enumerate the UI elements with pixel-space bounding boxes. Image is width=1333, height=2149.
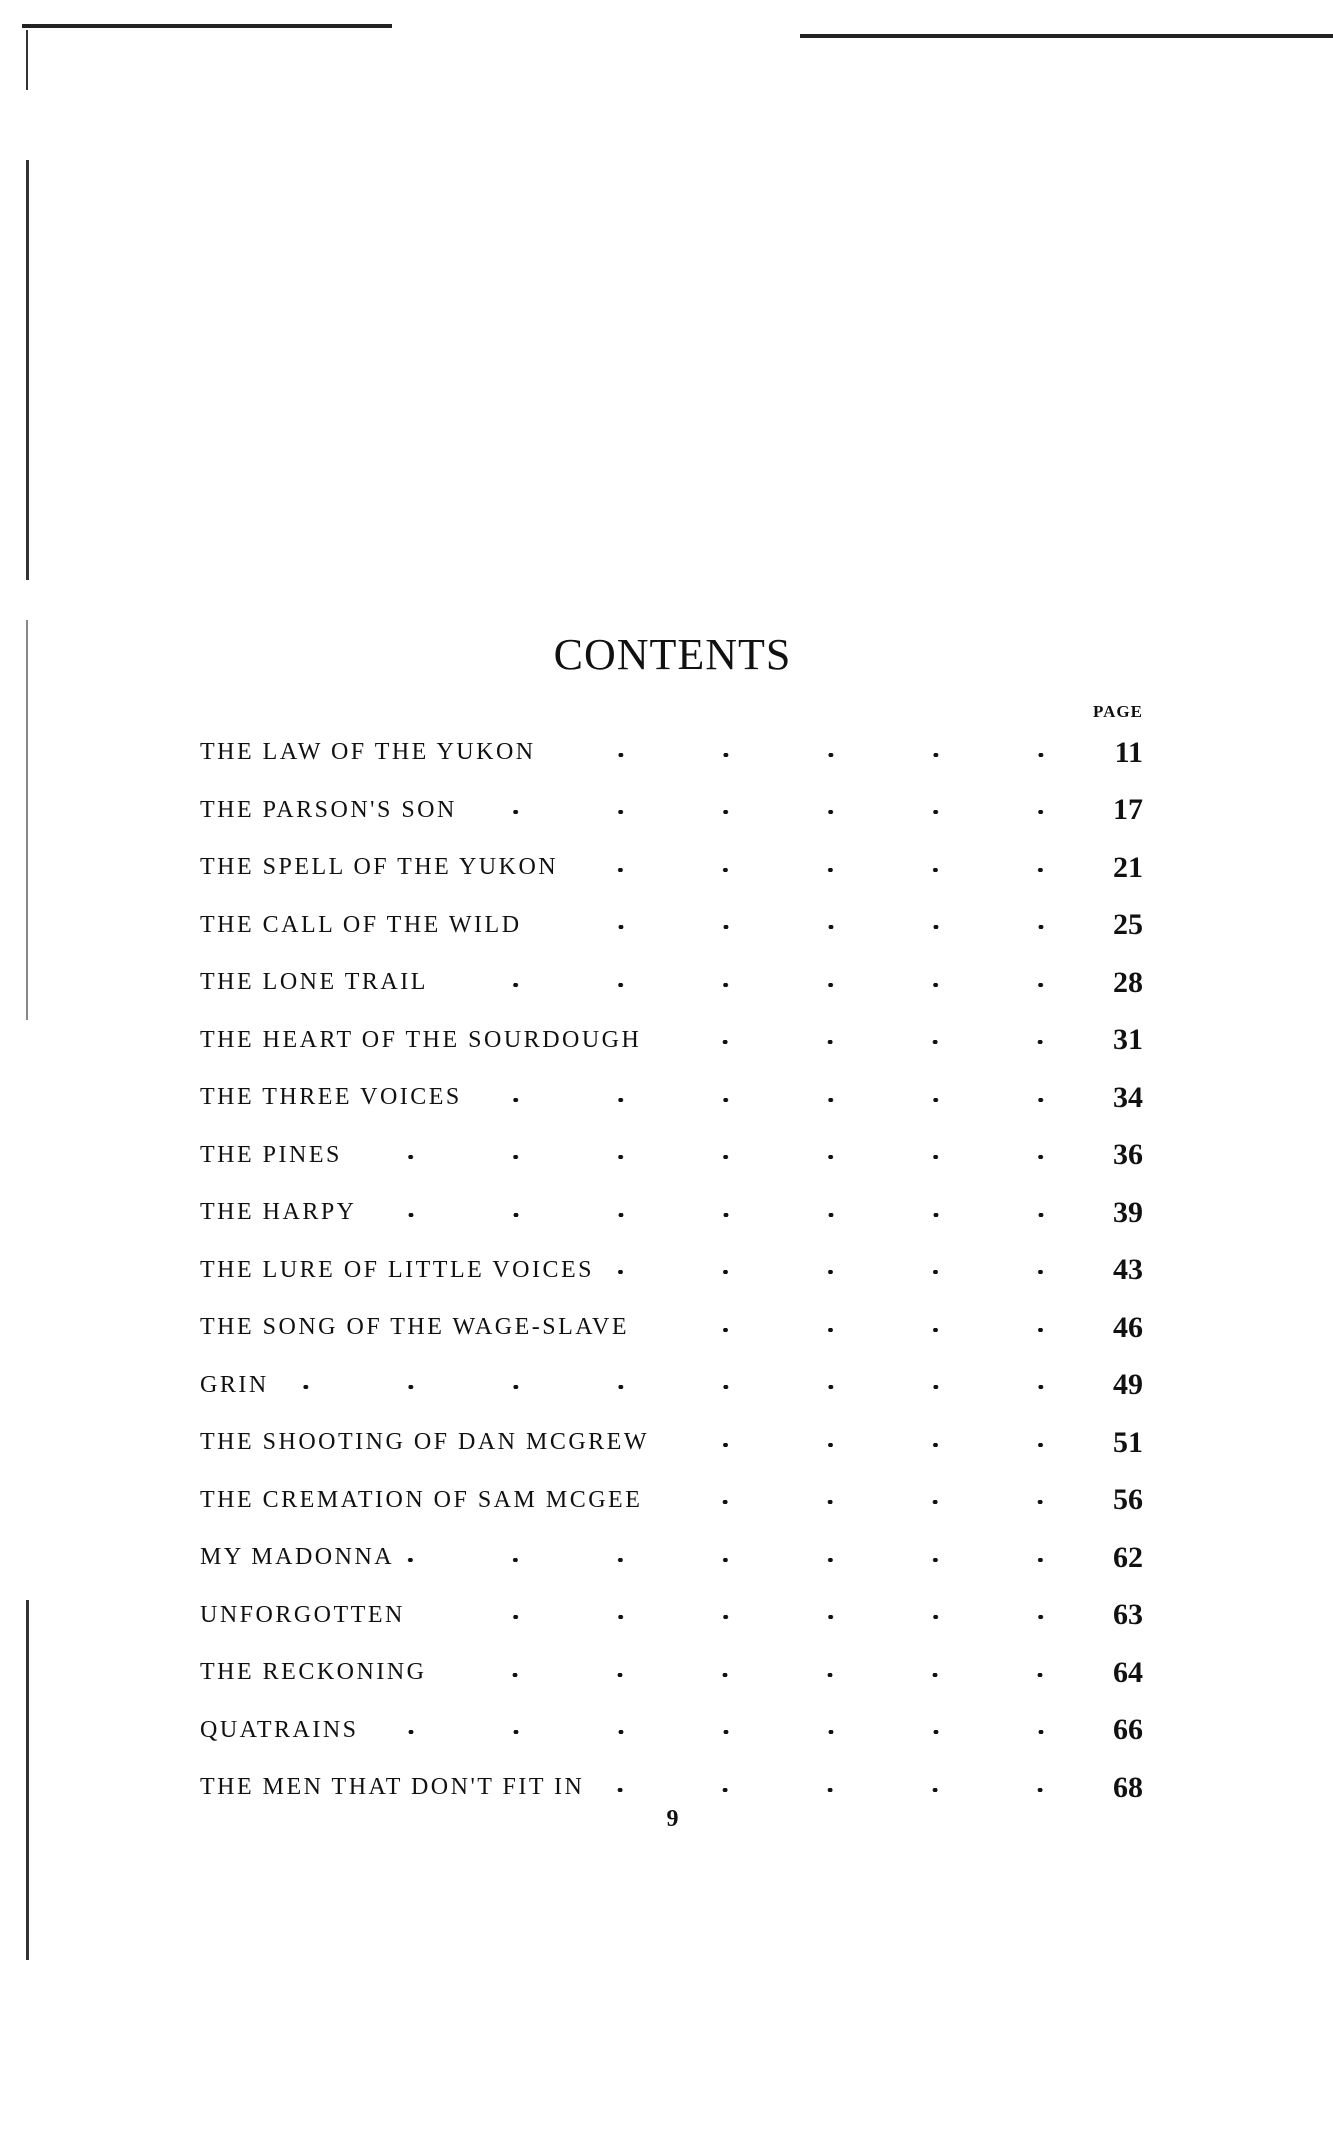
dot-leader bbox=[369, 1730, 1093, 1734]
toc-entry-title: THE CALL OF THE WILD bbox=[200, 912, 532, 939]
toc-entry bbox=[200, 839, 1143, 897]
toc-entry-page: 64 bbox=[1113, 1655, 1143, 1689]
scan-edge-left bbox=[26, 160, 29, 580]
toc-entry-page: 49 bbox=[1113, 1368, 1143, 1402]
dot-leader bbox=[639, 1328, 1093, 1332]
dot-leader bbox=[472, 1098, 1093, 1102]
toc-entry-page: 25 bbox=[1113, 908, 1143, 942]
toc-entry-page: 34 bbox=[1113, 1080, 1143, 1114]
toc-entry bbox=[200, 1644, 1143, 1702]
dot-leader bbox=[436, 1673, 1093, 1677]
toc-entry bbox=[200, 1069, 1143, 1127]
toc-entry-page: 46 bbox=[1113, 1310, 1143, 1344]
dot-leader bbox=[352, 1155, 1093, 1159]
toc-entry-page: 28 bbox=[1113, 965, 1143, 999]
toc-entry-page: 11 bbox=[1114, 735, 1143, 769]
toc-entry-title: THE MEN THAT DON'T FIT IN bbox=[200, 1774, 594, 1801]
scan-edge-left bbox=[26, 30, 28, 90]
contents-heading: CONTENTS bbox=[553, 630, 792, 680]
dot-leader bbox=[279, 1385, 1093, 1389]
toc-entry-title: THE LURE OF LITTLE VOICES bbox=[200, 1257, 604, 1284]
scan-edge-left bbox=[26, 1600, 29, 1960]
scan-edge-top-left bbox=[22, 24, 392, 28]
toc-entry-title: THE THREE VOICES bbox=[200, 1084, 472, 1111]
toc-entry-title: THE PINES bbox=[200, 1142, 352, 1169]
toc-entry-title: THE SONG OF THE WAGE-SLAVE bbox=[200, 1314, 639, 1341]
scan-edge-top-right bbox=[800, 34, 1333, 38]
dot-leader bbox=[659, 1443, 1093, 1447]
toc-entry bbox=[200, 1242, 1143, 1300]
dot-leader bbox=[568, 868, 1093, 872]
toc-entry bbox=[200, 1414, 1143, 1472]
dot-leader bbox=[652, 1500, 1093, 1504]
toc-entry-page: 43 bbox=[1113, 1253, 1143, 1287]
toc-entry-title: UNFORGOTTEN bbox=[200, 1602, 415, 1629]
toc-entry-title: QUATRAINS bbox=[200, 1717, 369, 1744]
toc-entry-page: 36 bbox=[1113, 1138, 1143, 1172]
dot-leader bbox=[594, 1788, 1093, 1792]
dot-leader bbox=[404, 1558, 1093, 1562]
toc-entry-page: 21 bbox=[1113, 850, 1143, 884]
toc-entry-title: THE HARPY bbox=[200, 1199, 367, 1226]
toc-entry-page: 17 bbox=[1113, 793, 1143, 827]
toc-entry-title: THE HEART OF THE SOURDOUGH bbox=[200, 1027, 651, 1054]
page-number: 9 bbox=[666, 1806, 679, 1832]
toc-entry-title: THE CREMATION OF SAM MCGEE bbox=[200, 1487, 652, 1514]
dot-leader bbox=[604, 1270, 1093, 1274]
toc-entry-title: GRIN bbox=[200, 1372, 279, 1399]
toc-entry-page: 68 bbox=[1113, 1770, 1143, 1804]
dot-leader bbox=[532, 925, 1093, 929]
toc-entry-page: 31 bbox=[1113, 1023, 1143, 1057]
toc-entry-page: 62 bbox=[1113, 1540, 1143, 1574]
toc-entry-page: 63 bbox=[1113, 1598, 1143, 1632]
toc-entry-title: THE SHOOTING OF DAN MCGREW bbox=[200, 1429, 659, 1456]
toc-entry bbox=[200, 1472, 1143, 1530]
toc-entry bbox=[200, 1012, 1143, 1070]
toc-entry bbox=[200, 782, 1143, 840]
toc-entry bbox=[200, 1587, 1143, 1645]
dot-leader bbox=[651, 1040, 1093, 1044]
toc-entry bbox=[200, 1299, 1143, 1357]
toc-entry bbox=[200, 724, 1143, 782]
dot-leader bbox=[367, 1213, 1093, 1217]
toc-entry bbox=[200, 1357, 1143, 1415]
toc-entry-page: 56 bbox=[1113, 1483, 1143, 1517]
page-column-label: PAGE bbox=[1093, 702, 1143, 721]
toc-entry-title: THE RECKONING bbox=[200, 1659, 436, 1686]
toc-entry bbox=[200, 1702, 1143, 1760]
dot-leader bbox=[467, 810, 1093, 814]
toc-entry-title: THE LAW OF THE YUKON bbox=[200, 739, 546, 766]
toc-entry-page: 39 bbox=[1113, 1195, 1143, 1229]
toc-entry-page: 66 bbox=[1113, 1713, 1143, 1747]
toc-entry-title: THE PARSON'S SON bbox=[200, 797, 467, 824]
toc-entry-page: 51 bbox=[1113, 1425, 1143, 1459]
toc-entry bbox=[200, 1127, 1143, 1185]
toc-entry-title: THE LONE TRAIL bbox=[200, 969, 438, 996]
toc-entry bbox=[200, 897, 1143, 955]
toc-entry-title: THE SPELL OF THE YUKON bbox=[200, 854, 568, 881]
toc-entry bbox=[200, 1184, 1143, 1242]
toc-entry-title: MY MADONNA bbox=[200, 1544, 404, 1571]
dot-leader bbox=[438, 983, 1093, 987]
toc-entry bbox=[200, 954, 1143, 1012]
dot-leader bbox=[546, 753, 1093, 757]
table-of-contents bbox=[200, 724, 1143, 1817]
toc-entry bbox=[200, 1529, 1143, 1587]
dot-leader bbox=[415, 1615, 1093, 1619]
